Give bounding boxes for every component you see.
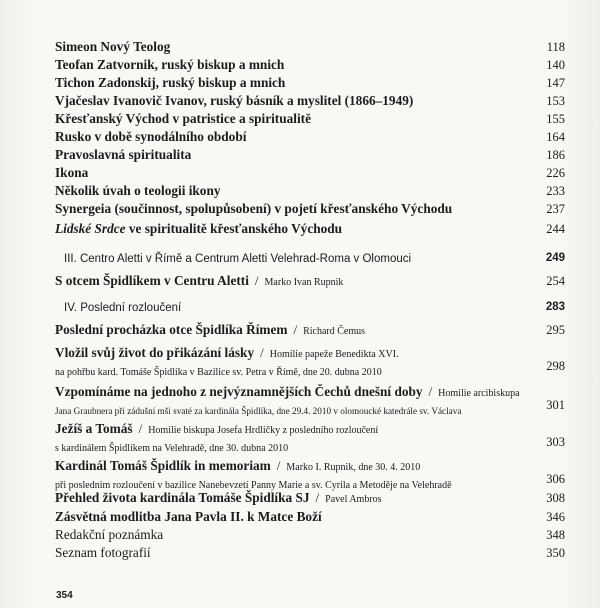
- toc-entry: [55, 182, 565, 200]
- toc-entry-note: Homilie papeže Benedikta XVI.: [269, 349, 399, 360]
- section-title: IV. Poslední rozloučení: [64, 302, 182, 314]
- toc-page-number: 303: [546, 435, 565, 449]
- toc-entry: [55, 56, 565, 74]
- toc-entry-title: Zásvětná modlitba Jana Pavla II. k Matce Boží: [55, 509, 322, 524]
- separator: /: [293, 322, 298, 337]
- toc-entry-italic-part: Lidské Srdce: [55, 221, 126, 236]
- toc-entry-title: Synergeia (součinnost, spolupůsobení) v pojetí křesťanského Východu: [55, 201, 453, 216]
- toc-section-3: [55, 249, 565, 267]
- toc-page-number: 301: [546, 398, 565, 412]
- toc-page-number: 249: [545, 252, 565, 264]
- toc-entry-note: Marko I. Rupnik, dne 30. 4. 2010: [286, 462, 421, 473]
- toc-entry-title: Ikona: [55, 165, 89, 180]
- toc-entry-note: Homilie biskupa Josefa Hrdličky z posledního rozloučení: [148, 425, 379, 436]
- toc-entry-title: Rusko v době synodálního období: [55, 129, 247, 144]
- separator: /: [315, 490, 320, 505]
- toc-page-number: 186: [546, 148, 565, 162]
- toc-entry-title: Seznam fotografií: [55, 545, 151, 560]
- toc-entry-title: Křesťanský Východ v patristice a spiritualitě: [55, 111, 311, 126]
- toc-page-number: 140: [546, 58, 565, 72]
- toc-page-number: 348: [546, 528, 565, 542]
- toc-page-number: 298: [546, 359, 565, 373]
- separator: /: [428, 384, 433, 399]
- toc-entry-title: Tichon Zadonskij, ruský biskup a mnich: [55, 75, 286, 90]
- toc-entry-title: Kardinál Tomáš Špidlík in memoriam: [55, 458, 271, 473]
- toc-entry-note: Homilie arcibiskupa: [438, 388, 520, 399]
- toc-page-number: 295: [546, 323, 565, 337]
- toc-page-number: 164: [546, 130, 565, 144]
- toc-entry-title-rest: ve spiritualitě křesťanského Východu: [125, 221, 343, 236]
- toc-page-number: 155: [546, 112, 565, 126]
- toc-entry-zasvetna: [55, 508, 565, 526]
- toc-entry-title: Vzpomínáme na jednoho z nejvýznamnějších Čechů dnešní doby: [55, 384, 423, 399]
- toc-entry-vzpominame: [55, 383, 565, 417]
- toc-entry-author: Richard Čemus: [303, 326, 366, 337]
- toc-entry-title: S otcem Špidlíkem v Centru Aletti: [55, 273, 249, 288]
- toc-page-number: 118: [546, 40, 565, 54]
- toc-entry: [55, 164, 565, 182]
- toc-entry: [55, 146, 565, 164]
- separator: /: [138, 421, 143, 436]
- toc-entry: [55, 92, 565, 110]
- toc-entry-title: Ježíš a Tomáš: [55, 421, 133, 436]
- toc-page-number: 283: [545, 301, 565, 313]
- toc-entry-title: Pravoslavná spiritualita: [55, 147, 192, 162]
- toc-entry-subline: na pohřbu kard. Tomáše Špidlíka v Bazilice sv. Petra v Římě, dne 20. dubna 2010: [55, 367, 382, 378]
- toc-entry-vlozil: [55, 344, 565, 378]
- toc-section-4: [55, 298, 565, 316]
- section-title: III. Centro Aletti v Římě a Centrum Aletti Velehrad-Roma v Olomouci: [64, 253, 412, 265]
- toc-page-number: 244: [546, 222, 565, 236]
- toc-page-number: 226: [546, 166, 565, 180]
- toc-entry-title: Několik úvah o teologii ikony: [55, 183, 221, 198]
- toc-entry-author: Pavel Ambros: [325, 494, 382, 505]
- toc-page-number: 350: [546, 546, 565, 560]
- separator: /: [276, 458, 281, 473]
- toc-entry-subline: Jana Graubnera při zádušní mši svaté za kardinála Špidlíka, dne 29.4. 2010 v olomoucké katedrále sv. Václava: [55, 406, 462, 416]
- toc-entry-lidske-srdce: [55, 220, 565, 238]
- toc-entry-author: Marko Ivan Rupnik: [264, 277, 344, 288]
- toc-entry-redakcni: [55, 526, 565, 544]
- toc-entry-subline: při posledním rozloučení v bazilice Nanebevzetí Panny Marie a sv. Cyrila a Metoděje na Velehradě: [55, 480, 452, 491]
- toc-entry-spidlik-centrum: [55, 272, 565, 290]
- toc-entry: [55, 38, 565, 56]
- toc-entry-title: Simeon Nový Teolog: [55, 39, 171, 54]
- toc-entry-jezis: [55, 420, 565, 454]
- toc-page-number: 237: [546, 202, 565, 216]
- toc-entry-title: Teofan Zatvornik, ruský biskup a mnich: [55, 57, 285, 72]
- separator: /: [260, 345, 264, 360]
- toc-entry-title: Redakční poznámka: [55, 527, 164, 542]
- toc-entry-subline: s kardinálem Špidlíkem na Velehradě, dne 30. dubna 2010: [55, 443, 289, 454]
- toc-page-number: 308: [546, 491, 565, 505]
- toc-page-number: 153: [546, 94, 565, 108]
- toc-entry: [55, 110, 565, 128]
- toc-page-number: 346: [546, 510, 565, 524]
- toc-page-number: 306: [546, 472, 565, 486]
- toc-entry-prehled: [55, 489, 565, 507]
- toc-entry: [55, 128, 565, 146]
- page-folio: 354: [56, 590, 73, 601]
- separator: /: [254, 273, 259, 288]
- toc-entry: [55, 74, 565, 92]
- toc-entry-prochazka: [55, 321, 565, 339]
- toc-entry-seznam: [55, 544, 565, 562]
- toc-entry-title: Vjačeslav Ivanovič Ivanov, ruský básník a myslitel (1866–1949): [55, 93, 414, 108]
- toc-simple-list: [55, 38, 565, 218]
- toc-entry-title: Přehled života kardinála Tomáše Špidlíka SJ: [55, 490, 310, 505]
- toc-entry-title: Poslední procházka otce Špidlíka Římem: [55, 322, 288, 337]
- toc-page-number: 233: [546, 184, 565, 198]
- toc-page-number: 254: [546, 274, 565, 288]
- toc-entry-kardinal: [55, 457, 565, 491]
- toc-page-number: 147: [546, 76, 565, 90]
- toc-entry-title: Vložil svůj život do přikázání lásky: [55, 345, 255, 360]
- toc-entry: [55, 200, 565, 218]
